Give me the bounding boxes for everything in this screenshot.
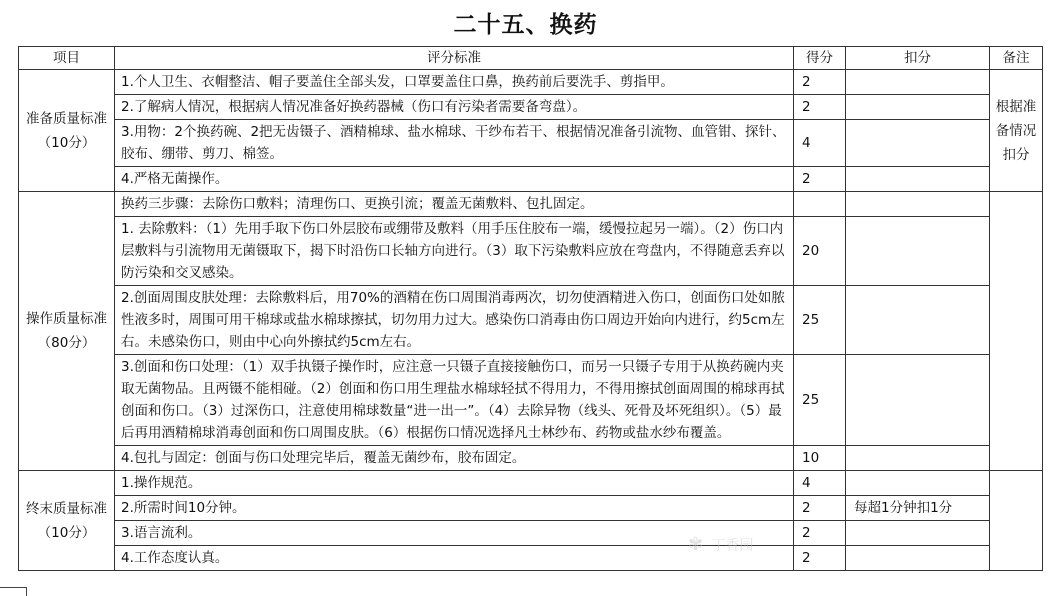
table-row: [19, 446, 1043, 471]
criteria-cell: 2.所需时间10分钟。: [115, 496, 794, 521]
watermark-text: 丁香园: [711, 538, 754, 554]
criteria-cell: 4.工作态度认真。: [115, 546, 794, 571]
score-cell: 2: [794, 70, 846, 95]
deduct-cell: [846, 355, 990, 446]
deduct-cell: 每超1分钟扣1分: [846, 496, 990, 521]
deduct-cell: [846, 521, 990, 546]
note-cell: [990, 471, 1043, 571]
note-cell: [990, 192, 1043, 471]
table-row: [19, 120, 1043, 167]
table-row: [19, 217, 1043, 286]
score-cell: 25: [794, 286, 846, 355]
deduct-cell: [846, 95, 990, 120]
deduct-cell: [846, 120, 990, 167]
deduct-cell: [846, 217, 990, 286]
header-item: 项目: [19, 47, 115, 70]
score-cell: 2: [794, 496, 846, 521]
criteria-cell: 1.个人卫生、衣帽整洁、帽子要盖住全部头发，口罩要盖住口鼻，换药前后要洗手、剪指甲。: [115, 70, 794, 95]
table-row: [19, 95, 1043, 120]
criteria-cell: 3.创面和伤口处理：（1）双手执镊子操作时，应注意一只镊子直接接触伤口，而另一只镊子专用于从换药碗内夹取无菌物品。且两镊不能相碰。（2）创面和伤口用生理盐水棉球轻拭不得用力，不得用擦拭创面周围的棉球再拭创面和伤口。（3）过深伤口，注意使用棉球数量“进一出一”。（4）去除异物（线头、死骨及坏死组织）。（5）最后再用酒精棉球消毒创面和伤口周围皮肤。（6）根据伤口情况选择凡士林纱布、药物或盐水纱布覆盖。: [115, 355, 794, 446]
criteria-cell: 2.了解病人情况，根据病人情况准备好换药器械（伤口有污染者需要备弯盘）。: [115, 95, 794, 120]
table-row: [19, 521, 1043, 546]
score-cell: 2: [794, 95, 846, 120]
clove-leaf-icon: ✾: [688, 534, 704, 555]
category-cell: 准备质量标准（10分）: [19, 70, 115, 192]
table-row: [19, 355, 1043, 446]
score-cell: 10: [794, 446, 846, 471]
deduct-cell: [846, 167, 990, 192]
table-row: [19, 70, 1043, 95]
score-cell: 4: [794, 471, 846, 496]
criteria-cell: 4.严格无菌操作。: [115, 167, 794, 192]
criteria-cell: 1.操作规范。: [115, 471, 794, 496]
deduct-cell: [846, 471, 990, 496]
table-row: [19, 496, 1043, 521]
deduct-cell: [846, 286, 990, 355]
page-corner-mark: [0, 587, 27, 596]
table-row: [19, 471, 1043, 496]
criteria-cell: 2.创面周围皮肤处理：去除敷料后，用70%的酒精在伤口周围消毒两次，切勿使酒精进入伤口，创面伤口处如脓性液多时，周围可用干棉球或盐水棉球擦拭，切勿用力过大。感染伤口消毒由伤口周边开始向内进行，约5cm左右。未感染伤口，则由中心向外擦拭约5cm左右。: [115, 286, 794, 355]
score-cell: 20: [794, 217, 846, 286]
category-cell: 终末质量标准（10分）: [19, 471, 115, 571]
deduct-cell: [846, 70, 990, 95]
deduct-cell: [846, 446, 990, 471]
score-cell: 2: [794, 167, 846, 192]
table-header-row: [19, 47, 1043, 70]
scoring-table: [18, 46, 1043, 571]
page-title: 二十五、换药: [453, 12, 598, 38]
header-score: 得分: [794, 47, 846, 70]
score-cell: 4: [794, 120, 846, 167]
header-criteria: 评分标准: [115, 47, 794, 70]
criteria-cell: 换药三步骤：去除伤口敷料；清理伤口、更换引流；覆盖无菌敷料、包扎固定。: [115, 192, 794, 217]
deduct-cell: [846, 192, 990, 217]
note-cell: 根据准备情况扣分: [990, 70, 1043, 192]
header-deduct: 扣分: [846, 47, 990, 70]
header-note: 备注: [990, 47, 1043, 70]
table-row: [19, 286, 1043, 355]
score-cell: 2: [794, 521, 846, 546]
score-cell: [794, 192, 846, 217]
category-cell: 操作质量标准（80分）: [19, 192, 115, 471]
table-row: [19, 192, 1043, 217]
criteria-cell: 3.用物：2个换药碗、2把无齿镊子、酒精棉球、盐水棉球、干纱布若干、根据情况准备引流物、血管钳、探针、胶布、绷带、剪刀、棉签。: [115, 120, 794, 167]
score-cell: 25: [794, 355, 846, 446]
score-cell: 2: [794, 546, 846, 571]
criteria-cell: 4.包扎与固定：创面与伤口处理完毕后，覆盖无菌纱布，胶布固定。: [115, 446, 794, 471]
table-row: [19, 546, 1043, 571]
table-row: [19, 167, 1043, 192]
criteria-cell: 3.语言流利。: [115, 521, 794, 546]
deduct-cell: [846, 546, 990, 571]
criteria-cell: 1. 去除敷料：（1）先用手取下伤口外层胶布或绷带及敷料（用手压住胶布一端，缓慢拉起另一端）。（2）伤口内层敷料与引流物用无菌镊取下，揭下时沿伤口长轴方向进行。（3）取下污染敷料应放在弯盘内，不得随意丢弃以防污染和交叉感染。: [115, 217, 794, 286]
